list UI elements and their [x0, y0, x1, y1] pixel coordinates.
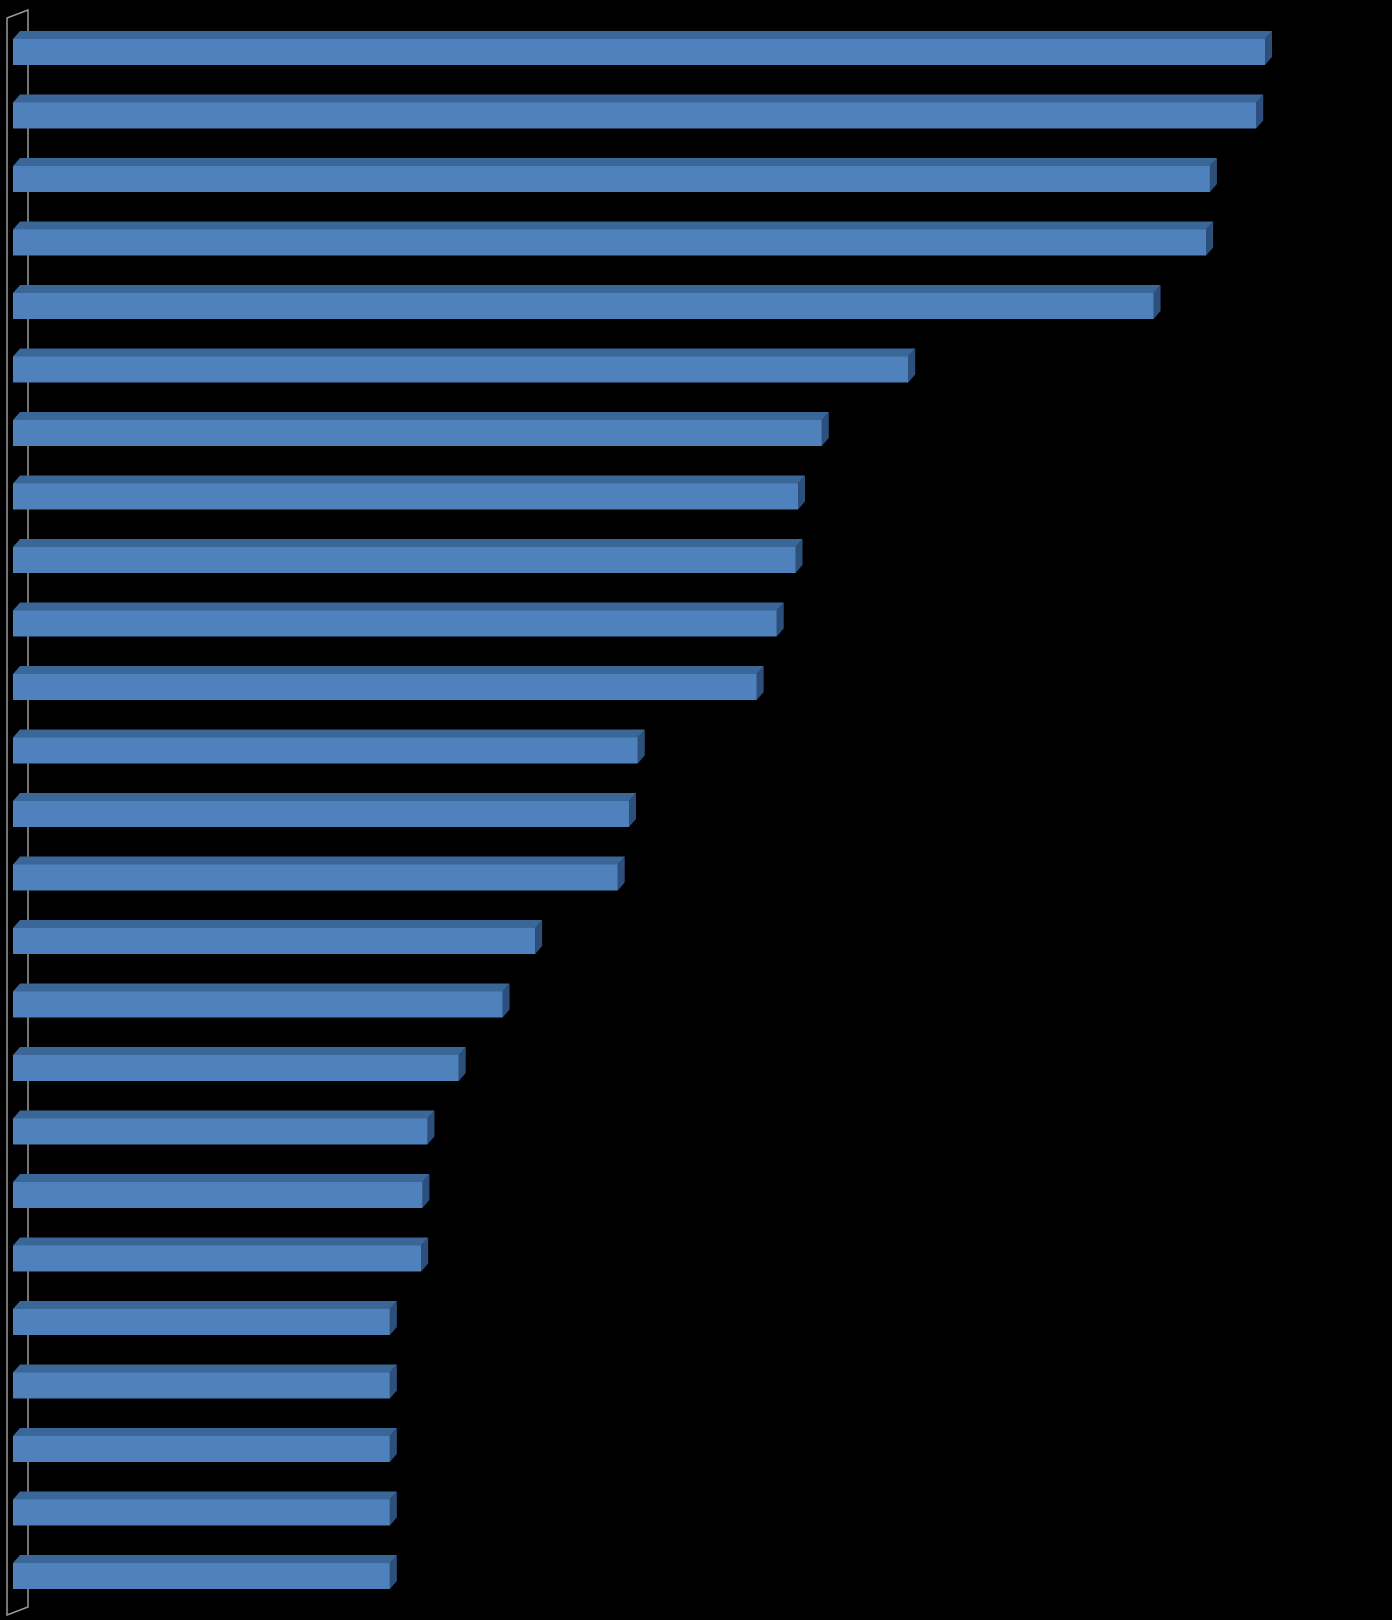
- bar-top-face: [13, 222, 1213, 230]
- bar-front-face: [13, 611, 777, 637]
- bar-top-face: [13, 1301, 397, 1309]
- bar-17: [13, 1047, 466, 1081]
- bar-top-face: [13, 603, 784, 611]
- bar-23: [13, 1428, 397, 1462]
- bar-front-face: [13, 39, 1265, 65]
- bar-front-face: [13, 1055, 459, 1081]
- bar-top-face: [13, 476, 805, 484]
- bar-front-face: [13, 420, 822, 446]
- bar-front-face: [13, 547, 796, 573]
- bar-16: [13, 984, 510, 1018]
- bar-front-face: [13, 928, 535, 954]
- bar-7: [13, 412, 829, 446]
- bar-top-face: [13, 31, 1272, 39]
- bar-front-face: [13, 1182, 422, 1208]
- bar-top-face: [13, 793, 636, 801]
- bar-top-face: [13, 1555, 397, 1563]
- bar-top-face: [13, 730, 645, 738]
- bar-front-face: [13, 1309, 390, 1335]
- bar-25: [13, 1555, 397, 1589]
- bar-front-face: [13, 1436, 390, 1462]
- bar-9: [13, 539, 803, 573]
- bar-18: [13, 1111, 434, 1145]
- bar-top-face: [13, 1365, 397, 1373]
- bar-front-face: [13, 1563, 390, 1589]
- bar-front-face: [13, 103, 1256, 129]
- bar-20: [13, 1238, 428, 1272]
- bar-front-face: [13, 293, 1154, 319]
- bar-10: [13, 603, 784, 637]
- bar-top-face: [13, 1174, 429, 1182]
- bar-front-face: [13, 865, 618, 891]
- bar-top-face: [13, 539, 803, 547]
- bar-3: [13, 158, 1217, 192]
- bar-front-face: [13, 1246, 421, 1272]
- bar-top-face: [13, 857, 625, 865]
- bar-14: [13, 857, 625, 891]
- bar-top-face: [13, 984, 510, 992]
- bar-22: [13, 1365, 397, 1399]
- bar-front-face: [13, 801, 629, 827]
- bar-front-face: [13, 1119, 427, 1145]
- bar-top-face: [13, 349, 915, 357]
- bar-front-face: [13, 738, 638, 764]
- bar-1: [13, 31, 1272, 65]
- bar-top-face: [13, 1428, 397, 1436]
- bar-front-face: [13, 1500, 390, 1526]
- bar-13: [13, 793, 636, 827]
- bar-2: [13, 95, 1263, 129]
- bar-5: [13, 285, 1161, 319]
- bar-12: [13, 730, 645, 764]
- bar-24: [13, 1492, 397, 1526]
- bar-11: [13, 666, 764, 700]
- bar-top-face: [13, 95, 1263, 103]
- bar-front-face: [13, 674, 757, 700]
- bar-front-face: [13, 1373, 390, 1399]
- bar-6: [13, 349, 915, 383]
- bar-top-face: [13, 158, 1217, 166]
- bar-top-face: [13, 1111, 434, 1119]
- bar-top-face: [13, 920, 542, 928]
- bar-top-face: [13, 1238, 428, 1246]
- bar-top-face: [13, 1492, 397, 1500]
- bar-series: [13, 31, 1272, 1589]
- bar-19: [13, 1174, 429, 1208]
- bar-4: [13, 222, 1213, 256]
- bar-top-face: [13, 1047, 466, 1055]
- bar-21: [13, 1301, 397, 1335]
- bar-15: [13, 920, 542, 954]
- bar-top-face: [13, 666, 764, 674]
- bar-front-face: [13, 166, 1210, 192]
- bar-front-face: [13, 230, 1206, 256]
- bar-front-face: [13, 484, 798, 510]
- bar-front-face: [13, 992, 503, 1018]
- bar-top-face: [13, 285, 1161, 293]
- bar-top-face: [13, 412, 829, 420]
- bar-front-face: [13, 357, 908, 383]
- bar-8: [13, 476, 805, 510]
